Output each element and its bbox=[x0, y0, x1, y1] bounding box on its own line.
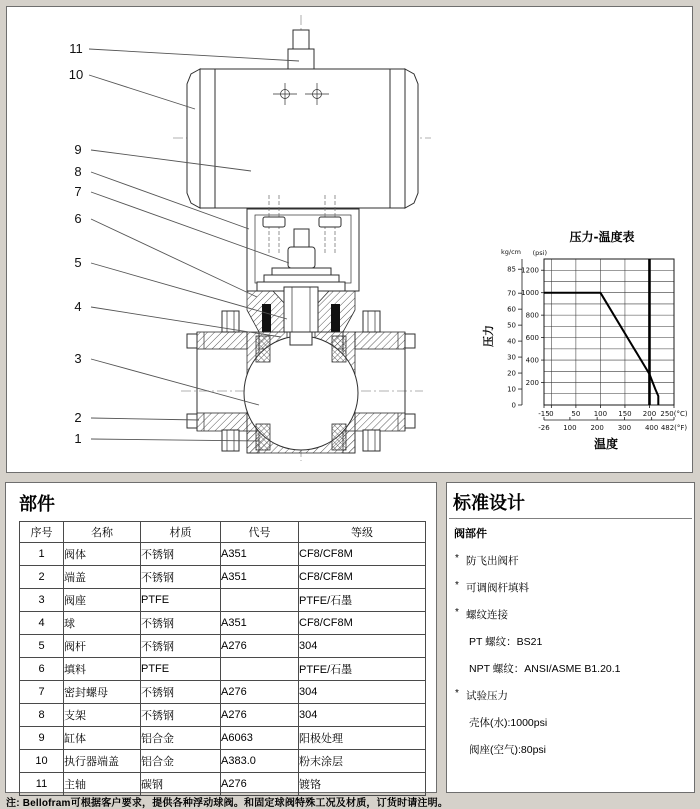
kgcm-tick-label: 0 bbox=[511, 401, 516, 410]
bracket bbox=[247, 195, 359, 291]
table-row bbox=[20, 635, 426, 658]
cell-name: 阀杆 bbox=[64, 635, 141, 658]
fahrenheit-tick-label: 300 bbox=[617, 424, 632, 432]
bullet-asterisk-icon: * bbox=[455, 607, 459, 618]
drawing-panel bbox=[6, 6, 693, 473]
cell-code: A351 bbox=[221, 612, 299, 635]
celsius-tick-label: 100 bbox=[593, 410, 608, 418]
cell-material: 不锈钢 bbox=[141, 612, 221, 635]
bullet-asterisk-icon: * bbox=[455, 580, 459, 591]
table-row bbox=[20, 750, 426, 773]
fahrenheit-tick-label: 200 bbox=[590, 424, 604, 432]
table-row bbox=[20, 704, 426, 727]
parts-panel bbox=[5, 482, 437, 793]
col-header-grade: 等级 bbox=[299, 522, 426, 543]
chart-xlabel: 温度 bbox=[593, 437, 619, 451]
callout-8: 8 bbox=[74, 164, 82, 179]
title-divider bbox=[449, 518, 692, 519]
parts-title: 部件 bbox=[19, 494, 55, 514]
bullet-asterisk-icon: * bbox=[455, 688, 459, 699]
table-row bbox=[20, 589, 426, 612]
design-feature bbox=[447, 607, 694, 622]
cell-no: 2 bbox=[20, 566, 64, 589]
pt-chart-plot bbox=[507, 259, 688, 432]
cell-grade: 304 bbox=[299, 704, 426, 727]
bullet-asterisk-icon: * bbox=[455, 553, 459, 564]
design-feature-text: 试验压力 bbox=[466, 690, 508, 702]
col-header-name: 名称 bbox=[64, 522, 141, 543]
cell-no: 9 bbox=[20, 727, 64, 750]
callout-10: 10 bbox=[68, 67, 84, 82]
psi-tick-label: 400 bbox=[525, 356, 539, 365]
callout-numbers bbox=[69, 41, 83, 446]
cell-material: 碳钢 bbox=[141, 773, 221, 796]
cell-material: 不锈钢 bbox=[141, 566, 221, 589]
chart-unit-psi: (psi) bbox=[532, 249, 547, 257]
cell-no: 4 bbox=[20, 612, 64, 635]
standard-design-panel bbox=[446, 482, 695, 793]
kgcm-tick-label: 40 bbox=[507, 337, 516, 346]
callout-5: 5 bbox=[74, 255, 82, 270]
design-feature-detail bbox=[447, 634, 694, 649]
cell-material: 铝合金 bbox=[141, 750, 221, 773]
kgcm-tick-label: 30 bbox=[507, 353, 516, 362]
cell-code: A276 bbox=[221, 681, 299, 704]
cell-name: 填料 bbox=[64, 658, 141, 681]
celsius-tick-label: 50 bbox=[571, 410, 581, 418]
kgcm-tick-label: 60 bbox=[507, 305, 516, 314]
fahrenheit-tick-label: 400 bbox=[644, 424, 659, 432]
cell-code: A276 bbox=[221, 704, 299, 727]
design-feature-detail bbox=[447, 715, 694, 730]
design-feature bbox=[447, 553, 694, 568]
design-feature-text: NPT 螺纹：ANSI/ASME B1.20.1 bbox=[469, 663, 621, 675]
psi-tick-label: 800 bbox=[525, 311, 539, 320]
cell-grade: CF8/CF8M bbox=[299, 612, 426, 635]
kgcm-tick-label: 20 bbox=[507, 369, 516, 378]
cell-no: 8 bbox=[20, 704, 64, 727]
cell-grade: CF8/CF8M bbox=[299, 566, 426, 589]
cell-material: 不锈钢 bbox=[141, 681, 221, 704]
chart-unit-kgcm: kg/cm bbox=[501, 248, 521, 256]
stem-and-packing bbox=[247, 287, 355, 332]
table-header-row bbox=[20, 522, 426, 543]
cell-code: A351 bbox=[221, 566, 299, 589]
cell-name: 球 bbox=[64, 612, 141, 635]
cell-grade: 304 bbox=[299, 681, 426, 704]
table-row bbox=[20, 612, 426, 635]
chart-title: 压力-温度表 bbox=[569, 230, 635, 244]
cell-code: A351 bbox=[221, 543, 299, 566]
cell-name: 端盖 bbox=[64, 566, 141, 589]
valve-body bbox=[187, 311, 415, 453]
cell-material: PTFE bbox=[141, 589, 221, 612]
callout-11: 11 bbox=[69, 41, 83, 56]
standard-design-subtitle: 阀部件 bbox=[454, 528, 487, 540]
design-feature-text: 防飞出阀杆 bbox=[466, 555, 519, 567]
cell-code: A383.0 bbox=[221, 750, 299, 773]
ball-slot bbox=[290, 332, 312, 345]
cell-name: 支架 bbox=[64, 704, 141, 727]
footnote: 注: Bellofram可根据客户要求，提供各种浮动球阀。和固定球阀特殊工况及材质，订货时请注明。 bbox=[6, 798, 449, 809]
fahrenheit-tick-label: 482(°F) bbox=[660, 424, 688, 432]
cell-code: A6063 bbox=[221, 727, 299, 750]
cell-code: A276 bbox=[221, 635, 299, 658]
table-row bbox=[20, 566, 426, 589]
cell-no: 10 bbox=[20, 750, 64, 773]
cell-grade: PTFE/石墨 bbox=[299, 658, 426, 681]
cell-grade: 304 bbox=[299, 635, 426, 658]
design-feature bbox=[447, 688, 694, 703]
cell-name: 主轴 bbox=[64, 773, 141, 796]
standard-design-title: 标准设计 bbox=[453, 493, 525, 513]
cell-no: 5 bbox=[20, 635, 64, 658]
design-feature bbox=[447, 580, 694, 595]
cell-code bbox=[221, 658, 299, 681]
celsius-tick-label: -15 bbox=[538, 410, 550, 418]
cell-material: 铝合金 bbox=[141, 727, 221, 750]
cell-no: 11 bbox=[20, 773, 64, 796]
psi-tick-label: 200 bbox=[525, 379, 539, 388]
cell-name: 缸体 bbox=[64, 727, 141, 750]
cell-grade: 阳极处理 bbox=[299, 727, 426, 750]
cell-material: 不锈钢 bbox=[141, 543, 221, 566]
callout-1: 1 bbox=[74, 431, 82, 446]
parts-table bbox=[19, 521, 426, 796]
cell-grade: 镀铬 bbox=[299, 773, 426, 796]
fahrenheit-tick-label: -26 bbox=[538, 424, 550, 432]
table-row bbox=[20, 681, 426, 704]
design-feature-text: 螺纹连接 bbox=[466, 609, 508, 621]
callout-6: 6 bbox=[74, 211, 82, 226]
cell-material: PTFE bbox=[141, 658, 221, 681]
kgcm-tick-label: 10 bbox=[507, 385, 516, 394]
design-feature-text: PT 螺纹：BS21 bbox=[469, 636, 543, 648]
table-row bbox=[20, 658, 426, 681]
cell-name: 密封螺母 bbox=[64, 681, 141, 704]
cell-grade: PTFE/石墨 bbox=[299, 589, 426, 612]
design-feature-text: 阀座(空气):80psi bbox=[469, 744, 547, 756]
cell-material: 不锈钢 bbox=[141, 704, 221, 727]
table-row bbox=[20, 727, 426, 750]
psi-tick-label: 1000 bbox=[521, 289, 539, 298]
design-feature-text: 可调阀杆填料 bbox=[466, 582, 529, 594]
celsius-tick-label: 150 bbox=[618, 410, 632, 418]
celsius-tick-label: 250(°C) bbox=[660, 410, 688, 418]
plot-border bbox=[544, 259, 674, 405]
cell-grade: 粉末涂层 bbox=[299, 750, 426, 773]
cell-name: 阀座 bbox=[64, 589, 141, 612]
table-row bbox=[20, 543, 426, 566]
col-header-material: 材质 bbox=[141, 522, 221, 543]
psi-tick-label: 600 bbox=[525, 334, 539, 343]
callout-9: 9 bbox=[74, 142, 82, 157]
valve-assembly-drawing bbox=[7, 7, 692, 472]
cell-no: 1 bbox=[20, 543, 64, 566]
celsius-tick-label: 200 bbox=[642, 410, 657, 418]
callout-7: 7 bbox=[74, 184, 82, 199]
cell-grade: CF8/CF8M bbox=[299, 543, 426, 566]
design-feature-detail bbox=[447, 742, 694, 757]
cell-name: 阀体 bbox=[64, 543, 141, 566]
fahrenheit-tick-label: 100 bbox=[563, 424, 577, 432]
kgcm-tick-label: 85 bbox=[507, 265, 516, 274]
cell-material: 不锈钢 bbox=[141, 635, 221, 658]
cell-no: 3 bbox=[20, 589, 64, 612]
callout-3: 3 bbox=[74, 351, 82, 366]
col-header-no: 序号 bbox=[20, 522, 64, 543]
kgcm-tick-label: 50 bbox=[507, 321, 516, 330]
design-feature-detail bbox=[447, 661, 694, 676]
chart-ylabel: 压力 bbox=[482, 325, 495, 347]
celsius-tick-label: 0 bbox=[549, 410, 554, 418]
cell-code bbox=[221, 589, 299, 612]
callout-2: 2 bbox=[74, 410, 82, 425]
psi-tick-label: 1200 bbox=[521, 266, 539, 275]
kgcm-tick-label: 70 bbox=[507, 289, 516, 298]
cell-no: 7 bbox=[20, 681, 64, 704]
table-row bbox=[20, 773, 426, 796]
cell-code: A276 bbox=[221, 773, 299, 796]
pt-chart bbox=[481, 229, 688, 451]
cell-name: 执行器端盖 bbox=[64, 750, 141, 773]
callout-4: 4 bbox=[74, 299, 82, 314]
col-header-code: 代号 bbox=[221, 522, 299, 543]
cell-no: 6 bbox=[20, 658, 64, 681]
design-feature-text: 壳体(水):1000psi bbox=[469, 717, 548, 729]
